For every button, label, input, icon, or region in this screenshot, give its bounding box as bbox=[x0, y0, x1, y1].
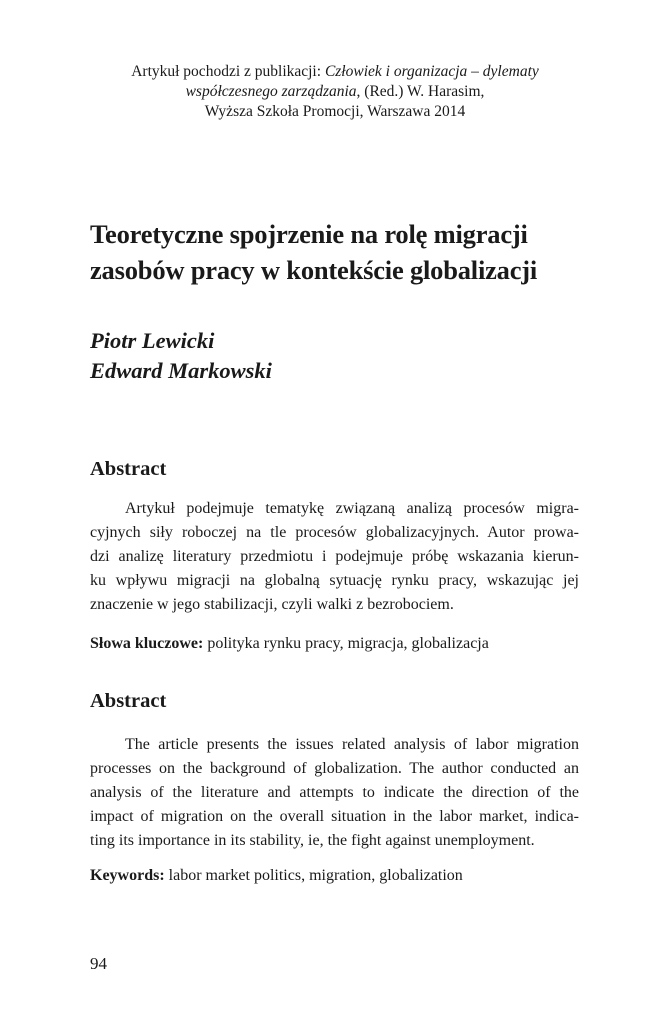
keywords-pl bbox=[90, 633, 489, 655]
authors bbox=[90, 326, 272, 386]
abstract-pl-line: Artykuł podejmuje tematykę związaną analizą procesów migra- bbox=[125, 500, 579, 517]
abstract-en-heading: Abstract bbox=[90, 690, 167, 712]
abstract-pl-heading: Abstract bbox=[90, 458, 167, 480]
title-line-1: Teoretyczne spojrzenie na rolę migracji bbox=[90, 219, 528, 249]
source-line-1: Artykuł pochodzi z publikacji: Człowiek i organizacja – dylematy bbox=[131, 63, 539, 80]
keywords-en-label: Keywords: bbox=[90, 867, 165, 884]
page-number: 94 bbox=[90, 954, 107, 973]
abstract-en-line: processes on the background of globalization. The author conducted an bbox=[90, 760, 579, 777]
author-name: Piotr Lewicki bbox=[90, 328, 215, 353]
abstract-pl-line: ku wpływu migracji na globalną sytuację rynku pracy, wskazując jej bbox=[90, 572, 579, 589]
abstract-en-line: analysis of the literature and attempts to indicate the direction of the bbox=[90, 784, 579, 801]
source-line-3: Wyższa Szkoła Promocji, Warszawa 2014 bbox=[204, 103, 466, 120]
abstract-pl-line: dzi analizę literatury przedmiotu i podejmuje próbę wskazania kierun- bbox=[90, 548, 579, 565]
source-line-2: współczesnego zarządzania, (Red.) W. Harasim, bbox=[185, 83, 485, 100]
abstract-en-line: ting its importance in its stability, ie, the fight against unemployment. bbox=[90, 832, 535, 849]
article-title bbox=[90, 216, 590, 288]
author-name: Edward Markowski bbox=[90, 358, 272, 383]
abstract-pl-line: znaczenie w jego stabilizacji, czyli walki z bezrobociem. bbox=[90, 596, 454, 613]
abstract-en-line: The article presents the issues related analysis of labor migration bbox=[125, 736, 579, 753]
title-line-2: zasobów pracy w kontekście globalizacji bbox=[90, 255, 538, 285]
keywords-pl-label: Słowa kluczowe: bbox=[90, 635, 204, 652]
abstract-en-text bbox=[90, 733, 579, 853]
abstract-en-line: impact of migration on the overall situation in the labor market, indica- bbox=[90, 808, 579, 825]
abstract-pl-line: cyjnych siły roboczej na tle procesów globalizacyjnych. Autor prowa- bbox=[90, 524, 579, 541]
keywords-en-text: labor market politics, migration, globalization bbox=[164, 867, 463, 884]
keywords-en bbox=[90, 865, 463, 887]
source-citation bbox=[90, 62, 580, 122]
keywords-pl-text: polityka rynku pracy, migracja, globalizacja bbox=[203, 635, 489, 652]
abstract-pl-text bbox=[90, 497, 579, 617]
